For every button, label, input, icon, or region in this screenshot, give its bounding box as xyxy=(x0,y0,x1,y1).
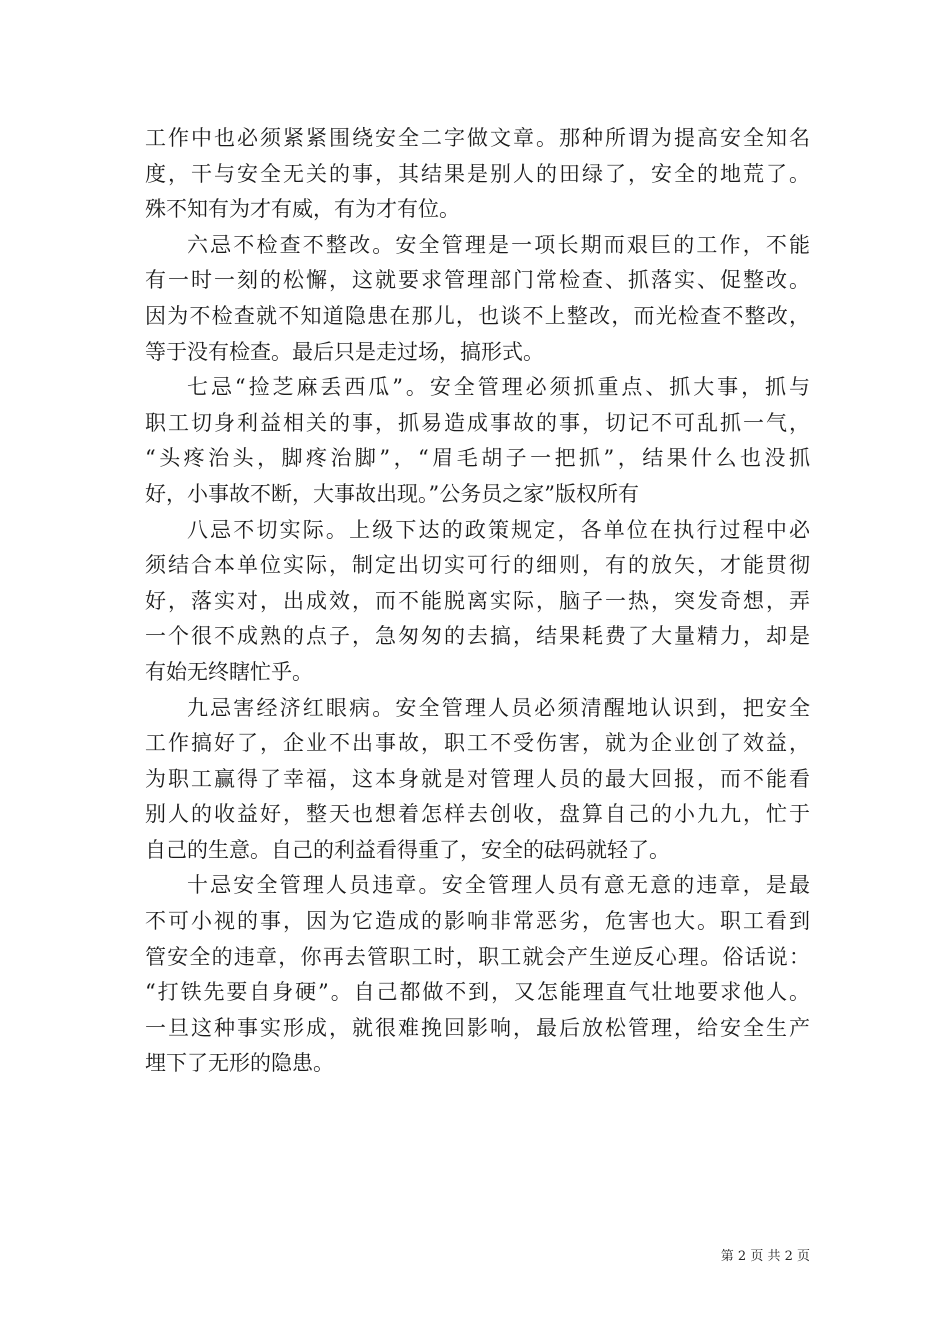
document-body xyxy=(145,121,810,1082)
text-line: 九忌害经济红眼病。安全管理人员必须清醒地认识到，把安全 xyxy=(187,695,810,720)
text-line: “打铁先要自身硬”。自己都做不到，又怎能理直气壮地要求他人。 xyxy=(145,980,810,1005)
text-line: 为职工赢得了幸福，这本身就是对管理人员的最大回报，而不能看 xyxy=(145,766,810,791)
text-line: 不可小视的事，因为它造成的影响非常恶劣，危害也大。职工看到 xyxy=(145,909,810,934)
text-line: 十忌安全管理人员违章。安全管理人员有意无意的违章，是最 xyxy=(187,873,810,898)
page-number-footer: 第 2 页 共 2 页 xyxy=(720,1249,810,1264)
text-line: 七忌“捡芝麻丢西瓜”。安全管理必须抓重点、抓大事，抓与 xyxy=(187,375,810,400)
text-line: 等于没有检查。最后只是走过场，搞形式。 xyxy=(145,339,544,364)
text-line: 别人的收益好，整天也想着怎样去创收，盘算自己的小九九，忙于 xyxy=(145,802,810,827)
text-line: 六忌不检查不整改。安全管理是一项长期而艰巨的工作，不能 xyxy=(187,232,810,257)
text-line: 管安全的违章，你再去管职工时，职工就会产生逆反心理。俗话说： xyxy=(145,944,810,969)
text-line: 度，干与安全无关的事，其结果是别人的田绿了，安全的地荒了。 xyxy=(145,161,810,186)
text-line: 好，落实对，出成效，而不能脱离实际，脑子一热，突发奇想，弄 xyxy=(145,588,810,613)
text-line: 一个很不成熟的点子，急匆匆的去搞，结果耗费了大量精力，却是 xyxy=(145,624,810,649)
text-line: 有始无终瞎忙乎。 xyxy=(145,659,313,684)
text-line: 工作搞好了，企业不出事故，职工不受伤害，就为企业创了效益， xyxy=(145,731,810,756)
text-line: 须结合本单位实际，制定出切实可行的细则，有的放矢，才能贯彻 xyxy=(145,553,810,578)
text-line: 埋下了无形的隐患。 xyxy=(145,1051,334,1076)
text-line: 自己的生意。自己的利益看得重了，安全的砝码就轻了。 xyxy=(145,837,670,862)
text-line: 工作中也必须紧紧围绕安全二字做文章。那种所谓为提高安全知名 xyxy=(145,126,810,150)
text-line: 八忌不切实际。上级下达的政策规定，各单位在执行过程中必 xyxy=(187,517,810,542)
text-line: 因为不检查就不知道隐患在那儿，也谈不上整改，而光检查不整改， xyxy=(145,303,810,328)
text-line: 有一时一刻的松懈，这就要求管理部门常检查、抓落实、促整改。 xyxy=(145,268,810,293)
text-line: 好，小事故不断，大事故出现。”公务员之家”版权所有 xyxy=(145,481,639,506)
text-line: 职工切身利益相关的事，抓易造成事故的事，切记不可乱抓一气， xyxy=(145,410,810,435)
text-line: “头疼治头，脚疼治脚”，“眉毛胡子一把抓”，结果什么也没抓 xyxy=(145,446,810,471)
text-line: 殊不知有为才有威，有为才有位。 xyxy=(145,197,460,222)
text-line: 一旦这种事实形成，就很难挽回影响，最后放松管理，给安全生产 xyxy=(145,1015,810,1040)
